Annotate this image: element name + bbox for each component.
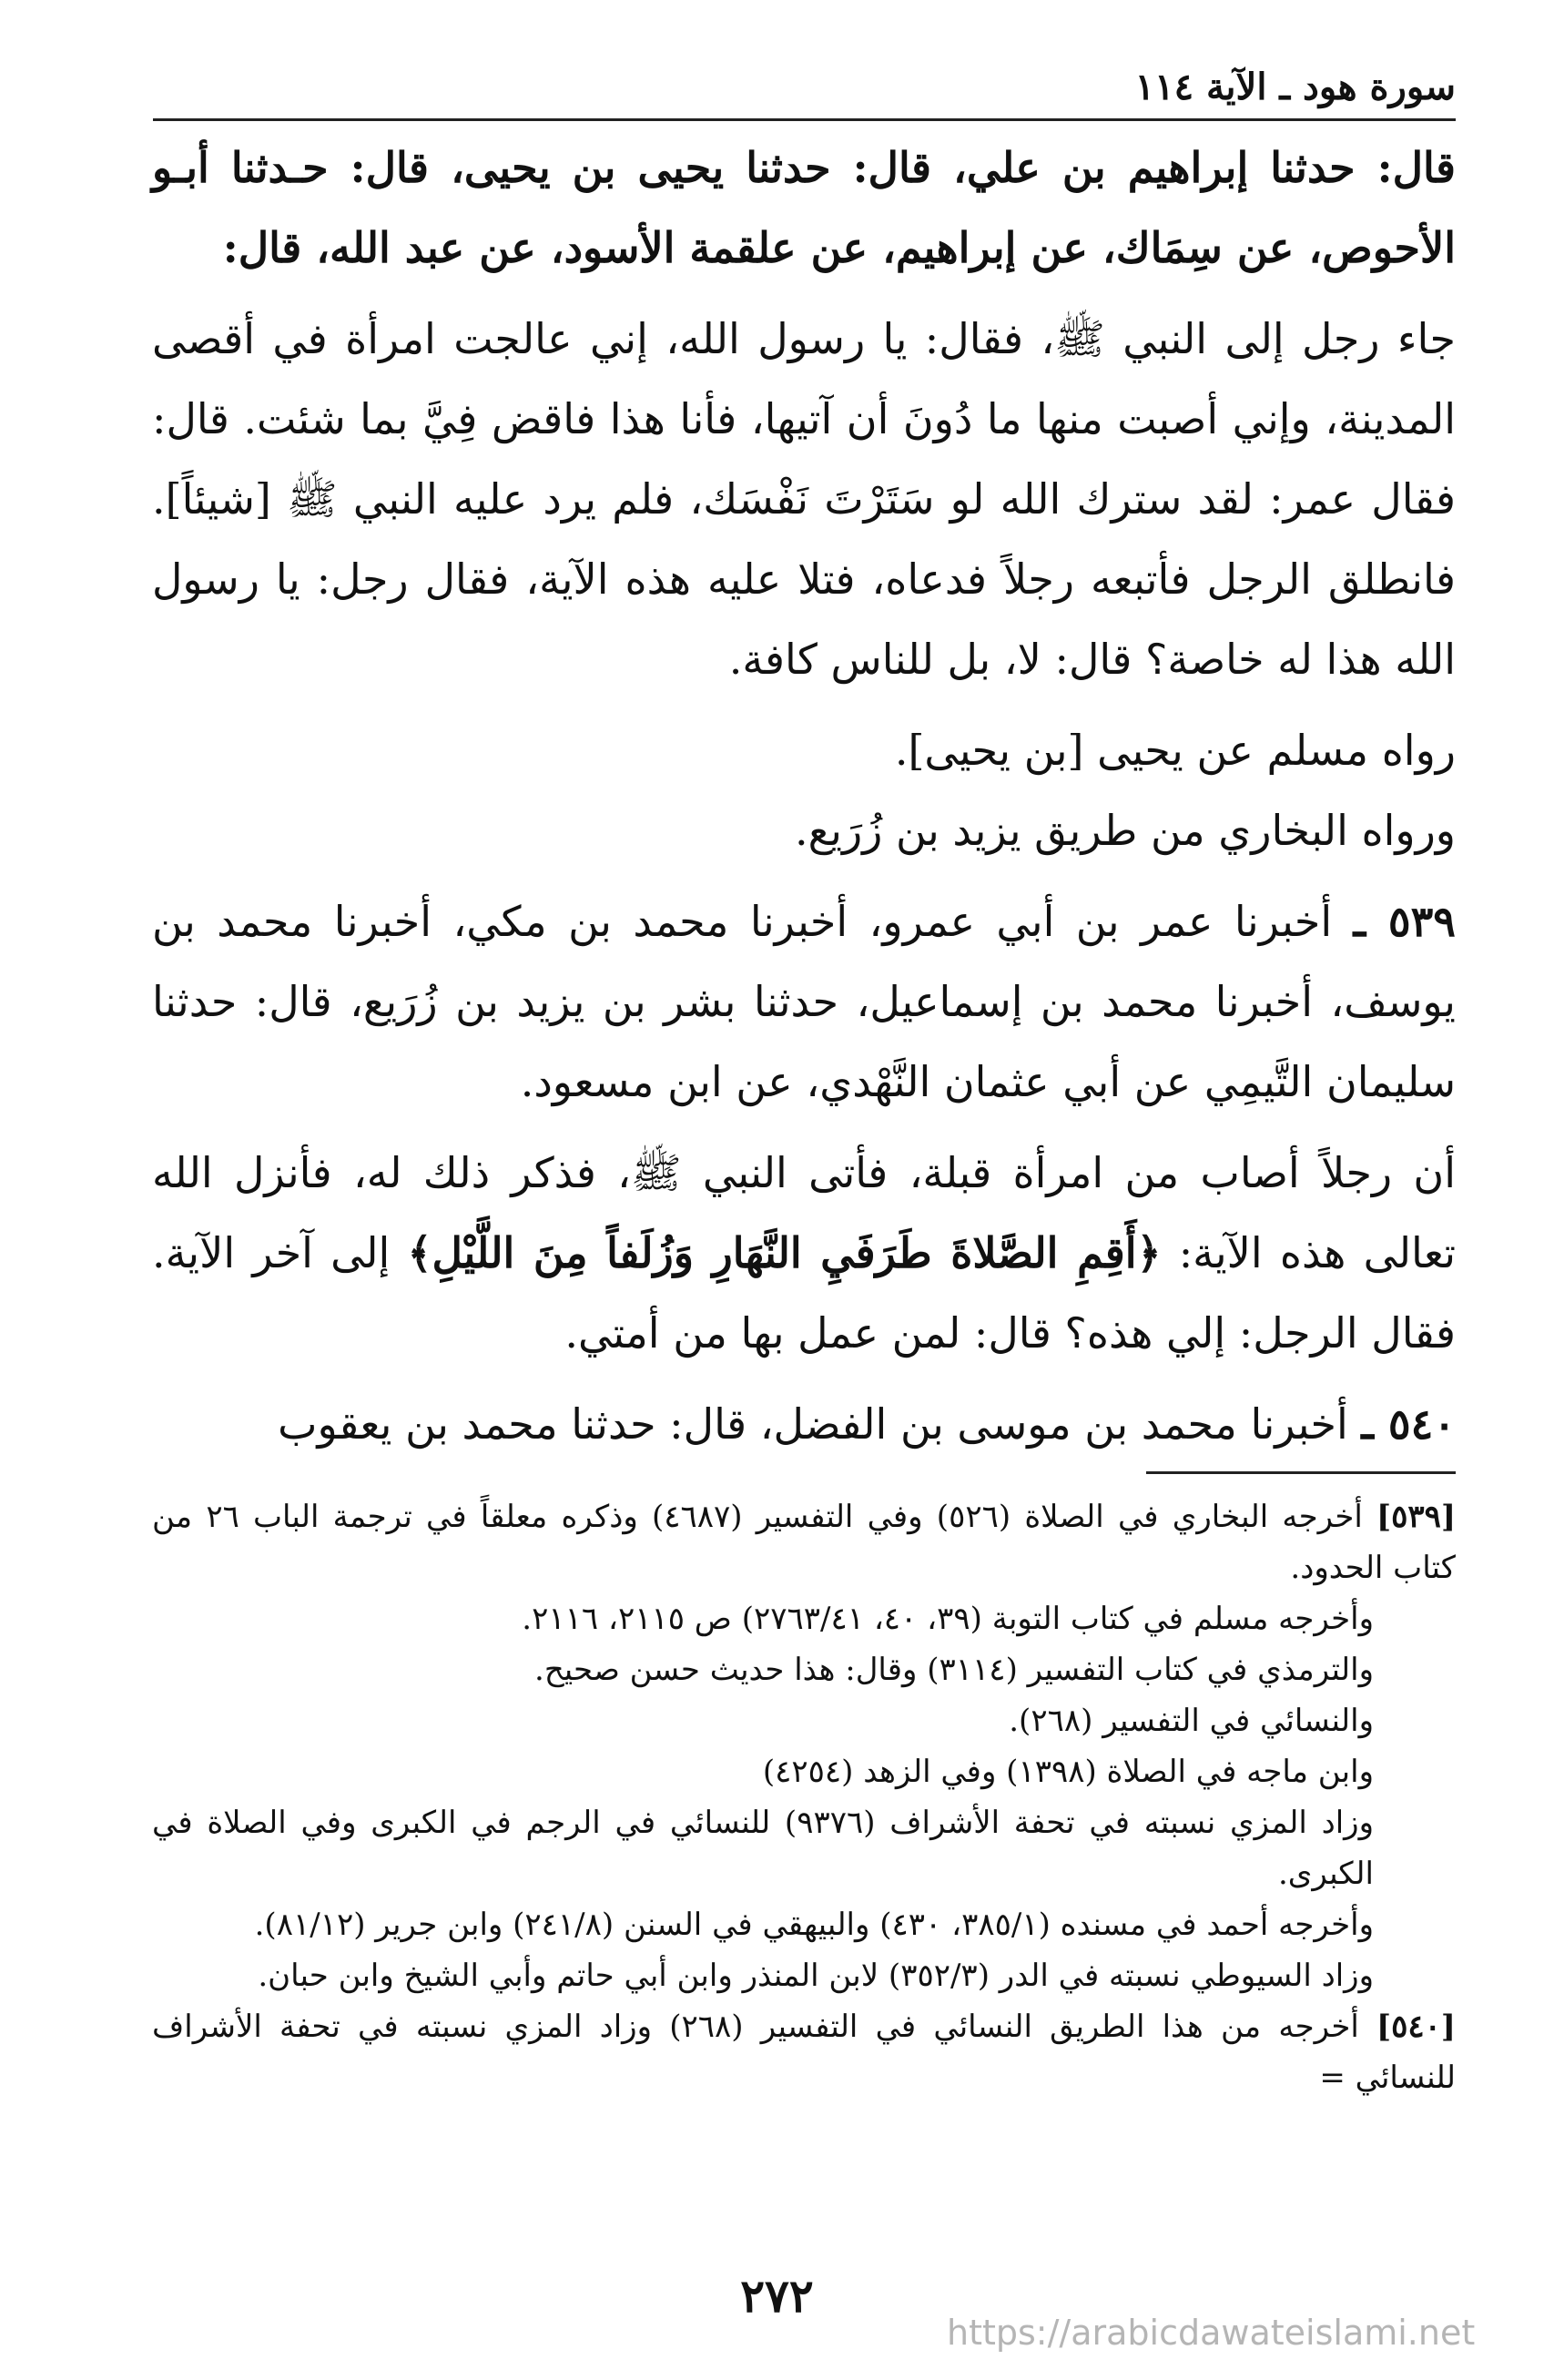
hadith-539-matn [152,1133,1456,1373]
footnote-540-number: [٥٤٠] [1376,2009,1456,2045]
footnote-line: وأخرجه مسلم في كتاب التوبة (٣٩، ٤٠، ٢٧٦٣/٤١) ص ٢١١٥، ٢١١٦. [522,1601,1374,1637]
footnote-539 [152,1491,1456,1593]
footnote-line: وزاد المزي نسبته في تحفة الأشراف (٩٣٧٦) للنسائي في الرجم في الكبرى وفي الصلاة في الكبرى. [152,1805,1374,1892]
hadith-paragraph: جاء رجل إلى النبي ﷺ، فقال: يا رسول الله، إني عالجت امرأة في أقصى المدينة، وإني أصبت منها ما دُونَ أن آتيها، فأنا هذا فاقض فِيَّ بما شئت. قال: فقال عمر: لقد سترك الله لو سَتَرْتَ نَفْسَك، فلم يرد عليه النبي ﷺ [شيئاً]. فانطلق الرجل فأتبعه رجلاً فدعاه، فتلا عليه هذه الآية، فقال رجل: يا رسول الله هذا له خاصة؟ قال: لا، بل للناس كافة. [152,314,1456,684]
quran-verse: ﴿أَقِمِ الصَّلاةَ طَرَفَيِ النَّهَارِ وَزُلَفاً مِنَ اللَّيْلِ﴾ [407,1228,1162,1277]
footnote-line: والترمذي في كتاب التفسير (٣١١٤) وقال: هذا حديث حسن صحيح. [534,1652,1374,1688]
hadith-539-isnad-text: أخبرنا عمر بن أبي عمرو، أخبرنا محمد بن مكي، أخبرنا محمد بن يوسف، أخبرنا محمد بن إسماعيل، حدثنا بشر بن يزيد بن زُرَيع، قال: حدثنا سليمان التَّيمِي عن أبي عثمان النَّهْدي، عن ابن مسعود. [152,897,1456,1106]
footnote-line: وزاد السيوطي نسبته في الدر (٣٥٢/٣) لابن المنذر وابن أبي حاتم وأبي الشيخ وابن حبان. [258,1958,1374,1994]
footnotes [152,1491,1456,2103]
footnote-540 [152,2001,1456,2103]
footnote-line: وأخرجه أحمد في مسنده (٣٨٥/١، ٤٣٠) والبيهقي في السنن (٢٤١/٨) وابن جرير (٨١/١٢). [254,1907,1374,1943]
hadith-539-matn-b: إلى آخر الآية. فقال الرجل: إلي هذه؟ قال: لمن عمل بها من أمتي. [152,1228,1456,1358]
footnote-divider [1146,1471,1456,1474]
hadith-540-isnad [152,1384,1456,1464]
footnote-539-text: أخرجه البخاري في الصلاة (٥٢٦) وفي التفسير (٤٦٨٧) وذكره معلقاً في ترجمة الباب ٢٦ من كتاب الحدود. [152,1499,1456,1586]
hadith-540-isnad-text: أخبرنا محمد بن موسى بن الفضل، قال: حدثنا محمد بن يعقوب [278,1399,1348,1449]
footnote-540-text: أخرجه من هذا الطريق النسائي في التفسير (٢٦٨) وزاد المزي نسبته في تحفة الأشراف للنسائي = [152,2009,1456,2096]
isnad-paragraph: قال: حدثنا إبراهيم بن علي، قال: حدثنا يحيى بن يحيى، قال: حـدثنا أبـو الأحوص، عن سِمَاك، عن إبراهيم، عن علقمة الأسود، عن عبد الله، قال: [152,143,1456,272]
hadith-539-matn-a: أن رجلاً أصاب من امرأة قبلة، فأتى النبي ﷺ، فذكر ذلك له، فأنزل الله تعالى هذه الآية: [152,1148,1457,1277]
running-header [153,64,1456,121]
footnote-line: والنسائي في التفسير (٢٦٨). [1009,1703,1374,1739]
main-text [152,127,1456,1475]
hadith-number-539: ٥٣٩ ـ [1353,897,1456,946]
hadith-number-540: ٥٤٠ ـ [1361,1399,1456,1449]
footnote-line: وابن ماجه في الصلاة (١٣٩٨) وفي الزهد (٤٢٥٤) [762,1754,1374,1790]
footnote-539-number: [٥٣٩] [1376,1499,1457,1535]
narration-note-muslim: رواه مسلم عن يحيى [بن يحيى]. [894,726,1456,775]
running-title: سورة هود ـ الآية ١١٤ [1119,66,1456,108]
narration-note-bukhari: ورواه البخاري من طريق يزيد بن زُرَيع. [795,806,1456,855]
hadith-539-isnad [152,881,1456,1122]
watermark-url: https://arabicdawateislami.net [947,2313,1476,2353]
page-number: ٢٧٢ [740,2269,814,2323]
